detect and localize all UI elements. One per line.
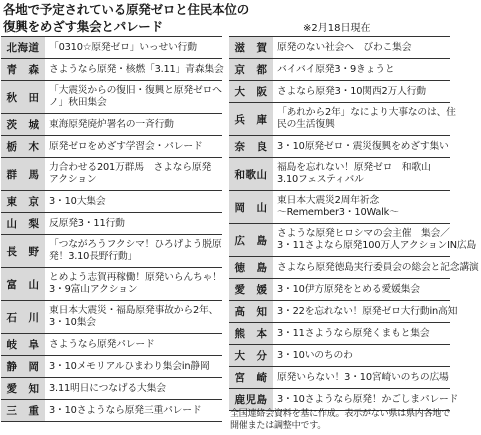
event-row bbox=[229, 301, 458, 323]
right-event-table bbox=[229, 36, 479, 411]
event-row bbox=[229, 279, 450, 301]
event-description bbox=[45, 85, 224, 109]
event-description-line: 福島を忘れない！原発ゼロ 和歌山 bbox=[277, 162, 431, 173]
prefecture-label: 三 重 bbox=[1, 400, 45, 421]
event-description bbox=[273, 372, 451, 384]
prefecture-label: 青 森 bbox=[1, 59, 45, 80]
event-row bbox=[229, 323, 450, 345]
event-description bbox=[273, 306, 459, 318]
event-description-line: 3・11さようなら原発くまもと集会 bbox=[277, 327, 430, 339]
event-row bbox=[1, 114, 222, 136]
prefecture-label: 兵 庫 bbox=[229, 103, 273, 135]
event-description-line: アクション bbox=[49, 174, 97, 185]
event-description-line: さよなら原発3・10関西2万人行動 bbox=[277, 85, 426, 97]
event-description-line: 〜Remember3・10Walk〜 bbox=[277, 207, 399, 218]
event-description-line: 3.10フェスティバル bbox=[277, 174, 364, 185]
event-row bbox=[1, 37, 222, 59]
event-description-line: 原発ゼロをめざす学習会・パレード bbox=[49, 140, 203, 152]
event-row bbox=[229, 136, 450, 158]
event-description-line: 反原発3・11行動 bbox=[49, 217, 125, 229]
event-description-line: バイバイ原発3・9きょうと bbox=[277, 63, 395, 75]
event-row bbox=[1, 301, 222, 334]
footnote-line-1: 全国連絡会資料を基に作成。表示がない県は県内各地で bbox=[230, 409, 451, 419]
prefecture-label: 静 岡 bbox=[1, 356, 45, 377]
event-description-line: さようなら原発パレード bbox=[49, 338, 155, 350]
event-description-line: 3・10伊方原発をとめる愛媛集会 bbox=[277, 283, 420, 295]
event-description-line: 3・10メモリアルひまわり集会in静岡 bbox=[49, 360, 210, 372]
event-description-line: 3・22を忘れない！原発ゼロ大行動in高知 bbox=[277, 305, 458, 317]
prefecture-label: 群 馬 bbox=[1, 158, 45, 190]
event-description-line: さような原発ヒロシマの会主催 集会／ bbox=[277, 228, 450, 239]
event-description bbox=[273, 228, 478, 252]
event-description bbox=[45, 239, 223, 263]
event-row bbox=[1, 191, 222, 213]
event-row bbox=[229, 59, 450, 81]
prefecture-label: 和歌山 bbox=[229, 158, 273, 190]
event-row bbox=[229, 158, 450, 191]
prefecture-label: 徳 島 bbox=[229, 257, 273, 278]
event-row bbox=[229, 257, 479, 279]
event-description-line: 3.11明日につなげる大集会 bbox=[49, 382, 166, 394]
event-row bbox=[1, 378, 222, 400]
event-description bbox=[273, 162, 450, 186]
event-description-line: ノ」秋田集会 bbox=[49, 97, 107, 108]
event-row bbox=[229, 191, 450, 224]
headline bbox=[3, 1, 447, 35]
prefecture-label: 大 阪 bbox=[229, 81, 273, 102]
event-row bbox=[1, 356, 222, 378]
prefecture-label: 長 野 bbox=[1, 235, 45, 267]
event-description bbox=[45, 218, 222, 230]
prefecture-label: 滋 賀 bbox=[229, 37, 273, 58]
headline-line-2: 復興をめざす集会とパレード bbox=[3, 19, 163, 34]
event-description-line: 原発いらない！3・10宮崎いのちの広場 bbox=[277, 371, 449, 383]
prefecture-label: 京 都 bbox=[229, 59, 273, 80]
date-note: ※2月18日現在 bbox=[303, 23, 371, 34]
event-row bbox=[229, 224, 477, 257]
prefecture-label: 石 川 bbox=[1, 301, 45, 333]
event-description bbox=[45, 64, 226, 76]
event-description-line: 3・10原発ゼロ・震災復興をめざす集い bbox=[277, 140, 449, 152]
event-description-line: 3・10いのちのわ bbox=[277, 349, 353, 361]
event-description bbox=[45, 361, 222, 373]
prefecture-label: 岐 阜 bbox=[1, 334, 45, 355]
prefecture-label: 北海道 bbox=[1, 37, 45, 58]
event-row bbox=[1, 158, 222, 191]
event-description bbox=[273, 42, 450, 54]
prefecture-label: 東 京 bbox=[1, 191, 45, 212]
event-row bbox=[1, 334, 222, 356]
event-description-line: 「0310☆原発ゼロ」いっせい行動 bbox=[49, 41, 197, 53]
event-description-line: 力合わせる201万群馬 さよなら原発 bbox=[49, 162, 212, 173]
event-description bbox=[273, 195, 450, 219]
event-description-line: 3・11さよなら原発100万人アクションIN広島 bbox=[277, 240, 477, 251]
event-description bbox=[45, 383, 222, 395]
event-description-line: 「あれから2年」なにより大事なのは、住 bbox=[277, 107, 456, 118]
event-row bbox=[229, 103, 456, 136]
prefecture-label: 宮 崎 bbox=[229, 367, 273, 388]
event-description-line: 「つながろうフクシマ！ひろげよう脱原 bbox=[49, 239, 222, 250]
event-description bbox=[45, 119, 222, 131]
event-description-line: とめよう志賀再稼働！原発いらんちゃ！ bbox=[49, 272, 222, 283]
prefecture-label: 愛 媛 bbox=[229, 279, 273, 300]
event-description bbox=[273, 350, 450, 362]
prefecture-label: 愛 知 bbox=[1, 378, 45, 399]
event-description-line: 民の生活復興 bbox=[277, 119, 335, 130]
prefecture-label: 熊 本 bbox=[229, 323, 273, 344]
headline-line-1: 各地で予定されている原発ゼロと住民本位の bbox=[3, 2, 250, 17]
event-description bbox=[45, 162, 222, 186]
event-description bbox=[45, 405, 222, 417]
event-row bbox=[1, 235, 222, 268]
prefecture-label: 広 島 bbox=[229, 224, 273, 256]
event-description bbox=[273, 262, 481, 274]
event-description bbox=[273, 107, 458, 131]
event-description-line: 発！3.10長野行動」 bbox=[49, 251, 138, 262]
prefecture-label: 富 山 bbox=[1, 268, 45, 300]
event-description-line: 東日本大震災2周年祈念 bbox=[277, 195, 380, 206]
event-description-line: 原発のない社会へ びわこ集会 bbox=[277, 41, 412, 53]
left-event-table bbox=[1, 36, 222, 422]
prefecture-label: 山 梨 bbox=[1, 213, 45, 234]
event-row bbox=[229, 367, 450, 389]
event-description-line: 3・10さようなら原発三重パレード bbox=[49, 404, 202, 416]
event-description bbox=[273, 394, 460, 406]
event-description bbox=[45, 196, 222, 208]
prefecture-label: 高 知 bbox=[229, 301, 273, 322]
event-row bbox=[1, 59, 222, 81]
event-description-line: 東日本大震災・福島原発事故から2年、 bbox=[49, 305, 219, 316]
prefecture-label: 茨 城 bbox=[1, 114, 45, 135]
event-description bbox=[45, 305, 222, 329]
event-row bbox=[1, 136, 222, 158]
event-description-line: 3・10大集会 bbox=[49, 195, 106, 207]
event-description bbox=[273, 64, 450, 76]
event-row bbox=[229, 37, 450, 59]
event-description bbox=[45, 339, 222, 351]
footnote-line-2: 開催または調整中です。 bbox=[230, 421, 327, 431]
event-description-line: 3・10さようなら原発！かごしまパレード bbox=[277, 393, 459, 405]
event-description bbox=[273, 141, 451, 153]
footnote bbox=[230, 408, 451, 432]
event-description bbox=[273, 86, 450, 98]
event-description bbox=[273, 284, 450, 296]
event-row bbox=[229, 81, 450, 103]
event-row bbox=[1, 81, 222, 114]
prefecture-label: 鹿児島 bbox=[229, 389, 273, 410]
event-description-line: 3・9富山アクション bbox=[49, 284, 138, 295]
prefecture-label: 奈 良 bbox=[229, 136, 273, 157]
event-row bbox=[229, 345, 450, 367]
event-description bbox=[45, 141, 222, 153]
event-row bbox=[1, 268, 222, 301]
prefecture-label: 岡 山 bbox=[229, 191, 273, 223]
event-description-line: 東海原発廃炉署名の一斉行動 bbox=[49, 118, 174, 130]
event-row bbox=[1, 213, 222, 235]
event-description-line: さよなら原発徳島実行委員会の総会と記念講演 bbox=[277, 261, 479, 273]
event-description-line: さようなら原発・核燃「3.11」青森集会 bbox=[49, 63, 224, 75]
event-description-line: 「大震災からの復旧・復興と原発ゼロへ bbox=[49, 85, 222, 96]
event-description bbox=[273, 328, 450, 340]
event-row bbox=[1, 400, 222, 422]
event-description bbox=[45, 272, 224, 296]
event-description-line: 3・10集会 bbox=[49, 317, 96, 328]
prefecture-label: 秋 田 bbox=[1, 81, 45, 113]
event-description bbox=[45, 42, 222, 54]
prefecture-label: 大 分 bbox=[229, 345, 273, 366]
prefecture-label: 栃 木 bbox=[1, 136, 45, 157]
